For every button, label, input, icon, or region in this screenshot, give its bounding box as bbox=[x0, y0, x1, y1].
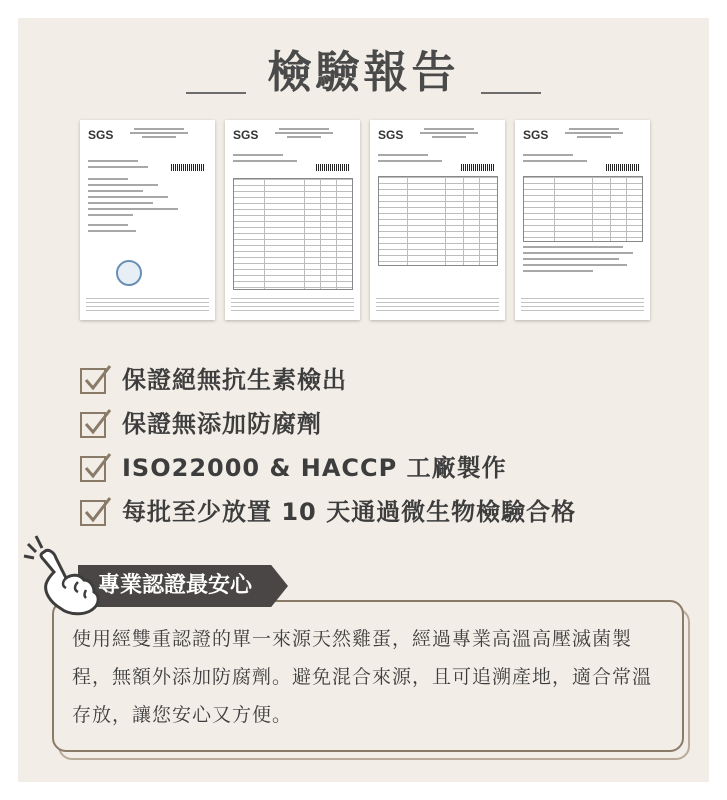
report-footer-text bbox=[521, 298, 644, 314]
description-box bbox=[52, 600, 684, 752]
checklist-item-label: 保證絕無抗生素檢出 bbox=[122, 366, 347, 394]
report-thumbnails bbox=[80, 120, 650, 325]
sgs-logo: SGS bbox=[233, 128, 259, 142]
description-text: 使用經雙重認證的單一來源天然雞蛋，經過專業高溫高壓滅菌製程，無額外添加防腐劑。避免混合來源，且可追溯產地，適合常溫存放，讓您安心又方便。 bbox=[72, 628, 653, 726]
barcode-icon bbox=[606, 164, 640, 171]
barcode-icon bbox=[171, 164, 205, 171]
checkbox-checked-icon bbox=[80, 456, 106, 482]
title-rule-left bbox=[186, 92, 246, 94]
badge-label: 專業認證最安心 bbox=[98, 573, 253, 598]
sgs-logo: SGS bbox=[88, 128, 114, 142]
barcode-icon bbox=[461, 164, 495, 171]
pointing-hand-icon bbox=[22, 530, 112, 620]
report-header-lines bbox=[563, 128, 625, 138]
checkbox-checked-icon bbox=[80, 412, 106, 438]
report-footer-text bbox=[86, 298, 209, 314]
report-footer-text bbox=[376, 298, 499, 314]
checkbox-checked-icon bbox=[80, 368, 106, 394]
report-footer-text bbox=[231, 298, 354, 314]
report-header-lines bbox=[128, 128, 190, 138]
results-table bbox=[523, 176, 643, 242]
sgs-seal-icon bbox=[116, 260, 142, 286]
sgs-logo: SGS bbox=[378, 128, 404, 142]
checkbox-checked-icon bbox=[80, 500, 106, 526]
title-rule-right bbox=[481, 92, 541, 94]
report-page-1[interactable] bbox=[80, 120, 215, 320]
checklist-item-label: ISO22000 & HACCP 工廠製作 bbox=[122, 454, 507, 482]
checklist-item-label: 保證無添加防腐劑 bbox=[122, 410, 322, 438]
report-page-3[interactable] bbox=[370, 120, 505, 320]
results-table bbox=[378, 176, 498, 266]
report-header-lines bbox=[418, 128, 480, 138]
page-title: 檢驗報告 bbox=[267, 47, 460, 98]
report-header-lines bbox=[273, 128, 335, 138]
results-table bbox=[233, 178, 353, 290]
report-page-2[interactable] bbox=[225, 120, 360, 320]
barcode-icon bbox=[316, 164, 350, 171]
report-page-4[interactable] bbox=[515, 120, 650, 320]
checklist-item-label: 每批至少放置 10 天通過微生物檢驗合格 bbox=[122, 498, 577, 526]
sgs-logo: SGS bbox=[523, 128, 549, 142]
